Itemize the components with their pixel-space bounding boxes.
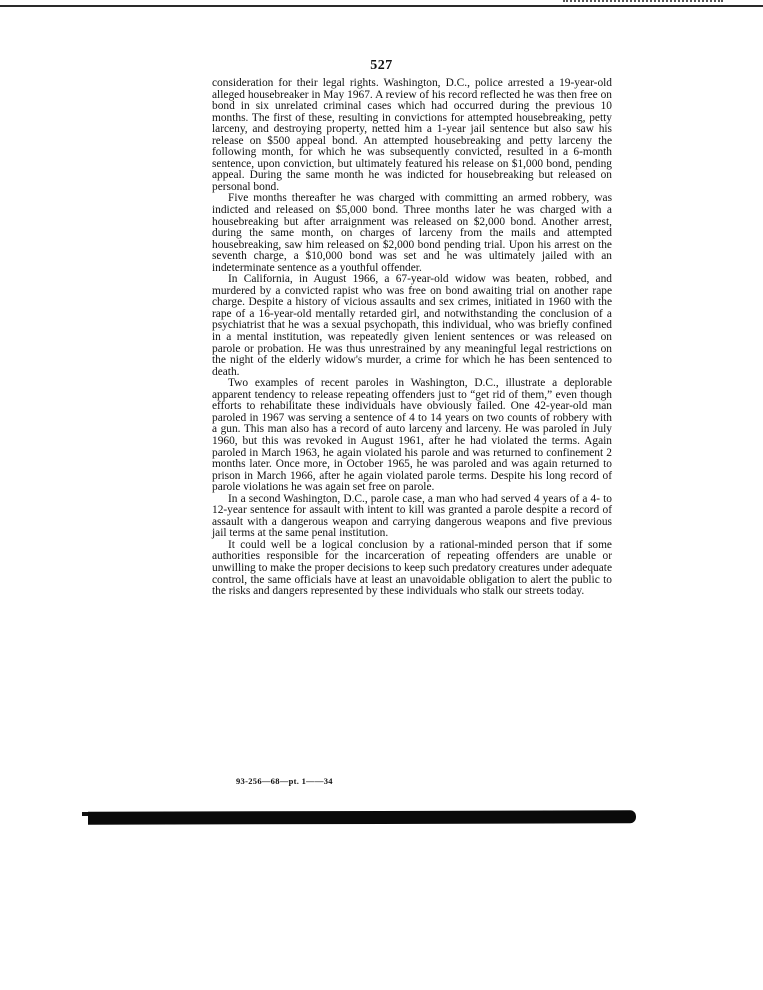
paragraph: In a second Washington, D.C., parole case, a man who had served 4 years of a 4- to 12-year sentence for assault with intent to kill was granted a parole despite a record of assault with a dangerous weapon and carrying dangerous weapons and five previous jail terms at the same penal institution.	[212, 492, 612, 540]
paragraph: It could well be a logical conclusion by a rational-minded person that if some authorities responsible for the incarceration of repeating offenders are unable or unwilling to make the proper decisions to keep such predatory creatures under adequate control, the same officials have at least an unavoidable obligation to alert the public to the risks and dangers represented by these individuals who stalk our streets today.	[212, 538, 612, 598]
page-number: 527	[370, 58, 393, 73]
paragraph: Five months thereafter he was charged with committing an armed robbery, was indicted and released on $5,000 bond. Three months later he was charged with a housebreaking but after arraignment was released on $2,000 bond. Another arrest, during the same month, on charges of larceny from the mails and attempted housebreaking, saw him released on $2,000 bond pending trial. Upon his arrest on the seventh charge, a $10,000 bond was set and he was ultimately jailed with an indeterminate sentence as a youthful offender.	[212, 192, 612, 274]
footer-code: 93-256—68—pt. 1——34	[236, 776, 333, 786]
paragraph: consideration for their legal rights. Washington, D.C., police arrested a 19-year-old alleged housebreaker in May 1967. A review of his record reflected he was then free on bond in six unrelated criminal cases which had occurred during the previous 10 months. The first of these, resulting in convictions for attempted housebreaking, petty larceny, and destroying property, netted him a 1-year jail sentence but also saw his release on $500 appeal bond. An attempted housebreaking and petty larceny the following month, for which he was subsequently convicted, resulted in a 6-month sentence, upon conviction, but ultimately featured his release on $1,000 bond, pending appeal. During the same month he was indicted for housebreaking but released on personal bond.	[212, 77, 612, 193]
top-rule-dots	[563, 0, 723, 7]
body-text	[212, 78, 612, 598]
paragraph: Two examples of recent paroles in Washington, D.C., illustrate a deplorable apparent tendency to release repeating offenders just to “get rid of them,” even though efforts to rehabilitate these individuals have obviously failed. One 42-year-old man paroled in 1967 was serving a sentence of 4 to 14 years on two counts of robbery with a gun. This man also has a record of auto larceny and larceny. He was paroled in July 1960, but this was revoked in August 1961, after he had violated the terms. Again paroled in March 1963, he again violated his parole and was returned to confinement 2 months later. Once more, in October 1965, he was paroled and was again returned to prison in March 1966, after he again violated parole terms. Despite his long record of parole violations he was again set free on parole.	[212, 377, 612, 494]
bottom-bar	[88, 810, 636, 824]
paragraph: In California, in August 1966, a 67-year-old widow was beaten, robbed, and murdered by a convicted rapist who was free on bond awaiting trial on another rape charge. Despite a history of vicious assaults and sex crimes, initiated in 1960 with the rape of a 16-year-old mentally retarded girl, and notwithstanding the conclusion of a psychiatrist that he was a sexual psychopath, this individual, who was briefly confined in a mental institution, was repeatedly given lenient sentences or was released on parole or probation. He was thus unrestrained by any meaningful legal restrictions on the night of the elderly widow's murder, a crime for which he has been sentenced to death.	[212, 273, 612, 378]
